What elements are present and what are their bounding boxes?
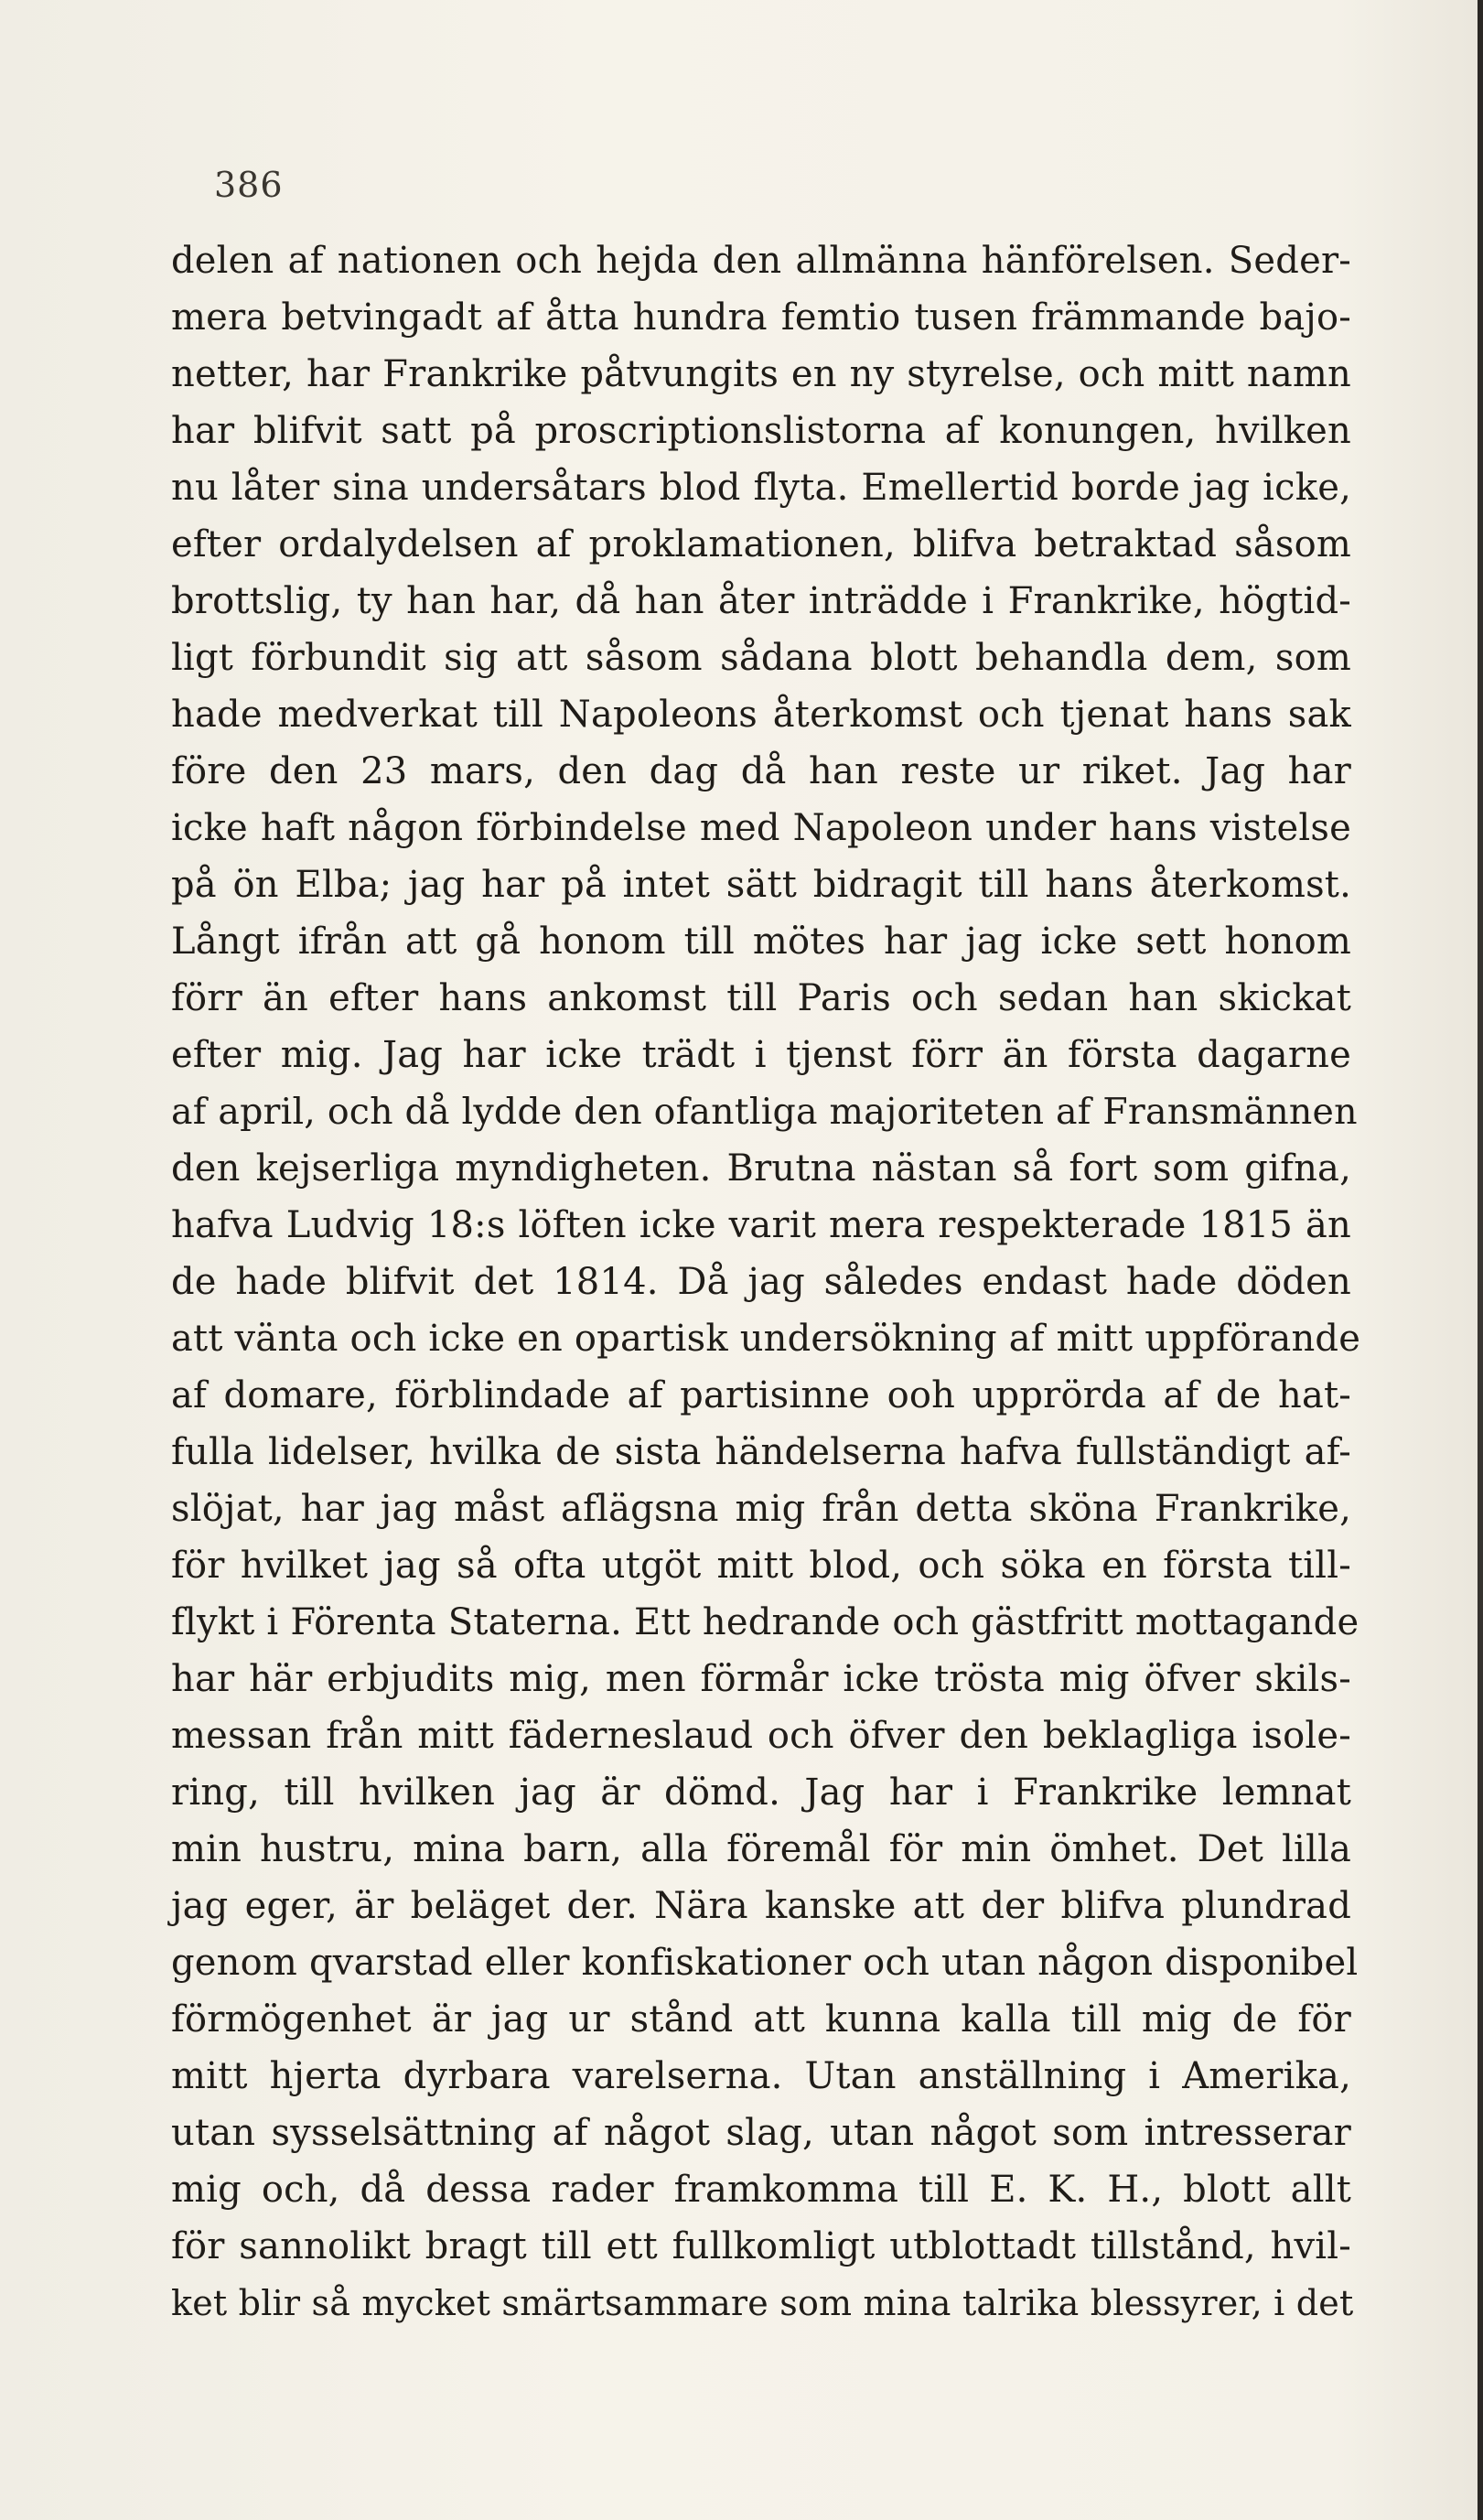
text-line: på ön Elba; jag har på intet sätt bidragit till hans återkomst. (171, 864, 1351, 906)
text-line: min hustru, mina barn, alla föremål för min ömhet. Det lilla (171, 1828, 1351, 1870)
text-line: fulla lidelser, hvilka de sista händelserna hafva fullständigt af- (171, 1431, 1351, 1473)
text-line: för sannolikt bragt till ett fullkomligt utblottadt tillstånd, hvil- (171, 2225, 1351, 2267)
text-line: mera betvingadt af åtta hundra femtio tusen främmande bajo- (171, 296, 1351, 339)
body-text (171, 232, 1361, 2332)
text-line: utan sysselsättning af något slag, utan något som intresserar (171, 2112, 1351, 2154)
text-line: efter mig. Jag har icke trädt i tjenst förr än första dagarne (171, 1034, 1351, 1076)
text-line: af domare, förblindade af partisinne ooh upprörda af de hat- (171, 1374, 1351, 1416)
text-line: ket blir så mycket smärtsammare som mina talrika blessyrer, i det (171, 2283, 1354, 2323)
text-line: icke haft någon förbindelse med Napoleon under hans vistelse (171, 807, 1351, 849)
text-line: förmögenhet är jag ur stånd att kunna kalla till mig de för (171, 1998, 1351, 2041)
text-line: netter, har Frankrike påtvungits en ny styrelse, och mitt namn (171, 353, 1351, 395)
page-edge-shadow (1478, 0, 1483, 2520)
text-line: ring, till hvilken jag är dömd. Jag har i Frankrike lemnat (171, 1772, 1351, 1814)
text-line: messan från mitt fäderneslaud och öfver den beklagliga isole- (171, 1715, 1351, 1757)
text-line: slöjat, har jag måst aflägsna mig från detta sköna Frankrike, (171, 1488, 1351, 1530)
text-line: genom qvarstad eller konfiskationer och utan någon disponibel (171, 1942, 1359, 1984)
text-line: brottslig, ty han har, då han åter inträdde i Frankrike, högtid- (171, 580, 1351, 622)
text-line: hade medverkat till Napoleons återkomst och tjenat hans sak (171, 694, 1351, 736)
text-line: de hade blifvit det 1814. Då jag således endast hade döden (171, 1261, 1351, 1303)
text-line: nu låter sina undersåtars blod flyta. Emellertid borde jag icke, (171, 467, 1351, 509)
text-line: Långt ifrån att gå honom till mötes har jag icke sett honom (171, 921, 1351, 963)
text-line: mitt hjerta dyrbara varelserna. Utan anställning i Amerika, (171, 2055, 1351, 2097)
text-line: har blifvit satt på proscriptionslistorna af konungen, hvilken (171, 410, 1351, 452)
text-line: hafva Ludvig 18:s löften icke varit mera respekterade 1815 än (171, 1204, 1351, 1246)
text-line: delen af nationen och hejda den allmänna hänförelsen. Seder- (171, 240, 1351, 282)
text-line: ligt förbundit sig att såsom sådana blott behandla dem, som (171, 637, 1351, 679)
text-line: förr än efter hans ankomst till Paris och sedan han skickat (171, 977, 1351, 1019)
text-line: för hvilket jag så ofta utgöt mitt blod, och söka en första till- (171, 1545, 1351, 1587)
text-line: efter ordalydelsen af proklamationen, blifva betraktad såsom (171, 523, 1351, 565)
text-line: af april, och då lydde den ofantliga majoriteten af Fransmännen (171, 1091, 1358, 1133)
text-line: att vänta och icke en opartisk undersökning af mitt uppförande (171, 1318, 1361, 1360)
text-line: före den 23 mars, den dag då han reste ur riket. Jag har (171, 750, 1351, 792)
text-line: jag eger, är beläget der. Nära kanske att der blifva plundrad (171, 1885, 1351, 1927)
text-line: har här erbjudits mig, men förmår icke trösta mig öfver skils- (171, 1658, 1351, 1700)
text-line: den kejserliga myndigheten. Brutna nästan så fort som gifna, (171, 1147, 1351, 1190)
text-line: mig och, då dessa rader framkomma till E. K. H., blott allt (171, 2169, 1351, 2211)
text-line: flykt i Förenta Staterna. Ett hedrande och gästfritt mottagande (171, 1601, 1359, 1643)
page-number: 386 (214, 165, 284, 205)
